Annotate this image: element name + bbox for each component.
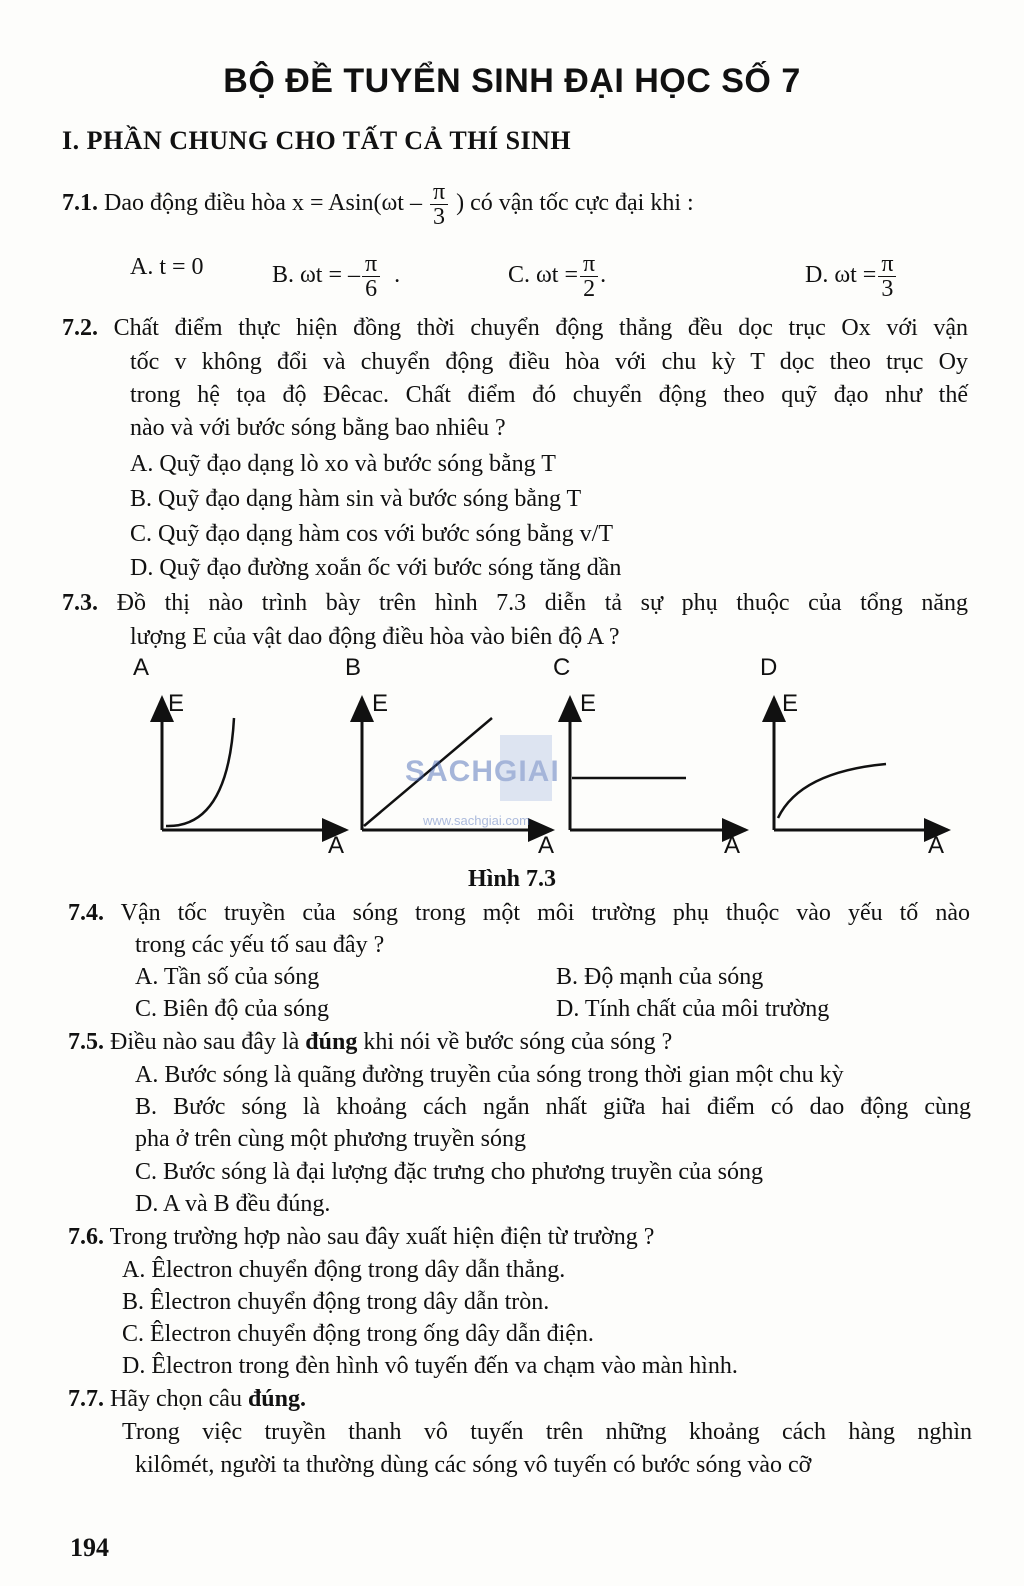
option-7-5-b-line1: B. Bước sóng là khoảng cách ngắn nhất giữa hai điểm có dao động cùng bbox=[135, 1094, 971, 1120]
watermark-logo: SACHGIAI www.sachgiai.com bbox=[405, 735, 615, 835]
page-number: 194 bbox=[70, 1533, 109, 1562]
question-7-2-line3: trong hệ tọa độ Đêcac. Chất điểm đó chuyển động theo quỹ đạo như thế bbox=[130, 382, 968, 408]
option-7-2-a: A. Quỹ đạo dạng lò xo và bước sóng bằng T bbox=[130, 451, 556, 477]
graph-d-y-axis: E bbox=[782, 690, 799, 717]
option-7-5-b-line2: pha ở trên cùng một phương truyền sóng bbox=[135, 1126, 526, 1152]
question-7-1: 7.1. Dao động điều hòa x = Asin(ωt – $\frac{\pi}{3}$ ) có vận tốc cực đại khi : bbox=[62, 179, 694, 230]
question-7-2-line1: 7.2. Chất điểm thực hiện đồng thời chuyển động thẳng đều dọc trục Ox với vận bbox=[62, 315, 969, 341]
option-7-2-b: B. Quỹ đạo dạng hàm sin và bước sóng bằng T bbox=[130, 486, 582, 512]
option-7-4-d: D. Tính chất của môi trường bbox=[556, 996, 830, 1022]
option-7-5-a: A. Bước sóng là quãng đường truyền của sóng trong thời gian một chu kỳ bbox=[135, 1062, 844, 1088]
option-7-5-d: D. A và B đều đúng. bbox=[135, 1191, 331, 1217]
option-7-1-b: B. ωt = – $\frac{\pi}{6}$ . bbox=[272, 251, 401, 302]
graph-a-y-axis: E bbox=[168, 690, 185, 717]
graph-c-y-axis: E bbox=[580, 690, 597, 717]
question-7-2-line4: nào và với bước sóng bằng bao nhiêu ? bbox=[130, 415, 506, 441]
graph-b-x-axis: A bbox=[538, 832, 555, 859]
section-heading: I. PHẦN CHUNG CHO TẤT CẢ THÍ SINH bbox=[62, 126, 572, 155]
graph-d-x-axis: A bbox=[928, 832, 945, 859]
option-7-4-b: B. Độ mạnh của sóng bbox=[556, 964, 764, 990]
graph-c-x-axis: A bbox=[724, 832, 741, 859]
graph-a-x-axis: A bbox=[328, 832, 345, 859]
graph-b-y-axis: E bbox=[372, 690, 389, 717]
question-7-4-line2: trong các yếu tố sau đây ? bbox=[135, 932, 385, 958]
option-7-1-c: C. ωt = $\frac{\pi}{2}$ . bbox=[508, 251, 607, 302]
option-7-4-a: A. Tần số của sóng bbox=[135, 964, 320, 990]
fraction: $\frac{\pi}{3}$ bbox=[430, 180, 448, 229]
option-7-1-d: D. ωt = $\frac{\pi}{3}$ bbox=[805, 252, 898, 301]
option-7-6-c: C. Êlectron chuyển động trong ống dây dẫn điện. bbox=[122, 1321, 594, 1347]
figure-caption: Hình 7.3 bbox=[467, 866, 557, 892]
graph-b-label: B bbox=[345, 654, 362, 681]
option-7-6-a: A. Êlectron chuyển động trong dây dẫn thẳng. bbox=[122, 1257, 566, 1283]
option-7-5-c: C. Bước sóng là đại lượng đặc trưng cho phương truyền của sóng bbox=[135, 1159, 763, 1185]
question-7-6: 7.6. Trong trường hợp nào sau đây xuất hiện điện từ trường ? bbox=[68, 1224, 655, 1250]
question-7-7-line2: kilômét, người ta thường dùng các sóng vô tuyến có bước sóng vào cỡ bbox=[135, 1452, 812, 1478]
option-7-1-a: A. t = 0 bbox=[130, 254, 204, 280]
question-7-7: 7.7. Hãy chọn câu đúng. bbox=[68, 1386, 306, 1412]
option-7-2-c: C. Quỹ đạo dạng hàm cos với bước sóng bằng v/T bbox=[130, 521, 613, 547]
question-7-2-line2: tốc v không đổi và chuyển động điều hòa với chu kỳ T dọc theo trục Oy bbox=[130, 349, 968, 375]
question-7-5: 7.5. Điều nào sau đây là đúng khi nói về bước sóng của sóng ? bbox=[68, 1029, 673, 1055]
graph-a bbox=[162, 698, 346, 830]
graph-a-label: A bbox=[133, 654, 150, 681]
question-7-3-line1: 7.3. Đồ thị nào trình bày trên hình 7.3 diễn tả sự phụ thuộc của tổng năng bbox=[62, 590, 969, 616]
question-7-4-line1: 7.4. Vận tốc truyền của sóng trong một môi trường phụ thuộc vào yếu tố nào bbox=[68, 900, 970, 926]
graph-c-label: C bbox=[553, 654, 571, 681]
question-7-7-line1: Trong việc truyền thanh vô tuyến trên những khoảng cách hàng nghìn bbox=[122, 1419, 972, 1445]
option-7-2-d: D. Quỹ đạo đường xoắn ốc với bước sóng tăng dần bbox=[130, 555, 622, 581]
graph-d-label: D bbox=[760, 654, 778, 681]
option-7-4-c: C. Biên độ của sóng bbox=[135, 996, 329, 1022]
option-7-6-b: B. Êlectron chuyển động trong dây dẫn tròn. bbox=[122, 1289, 550, 1315]
graph-d bbox=[774, 698, 948, 830]
curve-root bbox=[778, 764, 886, 818]
curve-parabola bbox=[166, 718, 234, 826]
option-7-6-d: D. Êlectron trong đèn hình vô tuyến đến va chạm vào màn hình. bbox=[122, 1353, 738, 1379]
page-title: BỘ ĐỀ TUYỂN SINH ĐẠI HỌC SỐ 7 bbox=[223, 62, 801, 100]
question-7-3-line2: lượng E của vật dao động điều hòa vào biên độ A ? bbox=[130, 624, 620, 650]
